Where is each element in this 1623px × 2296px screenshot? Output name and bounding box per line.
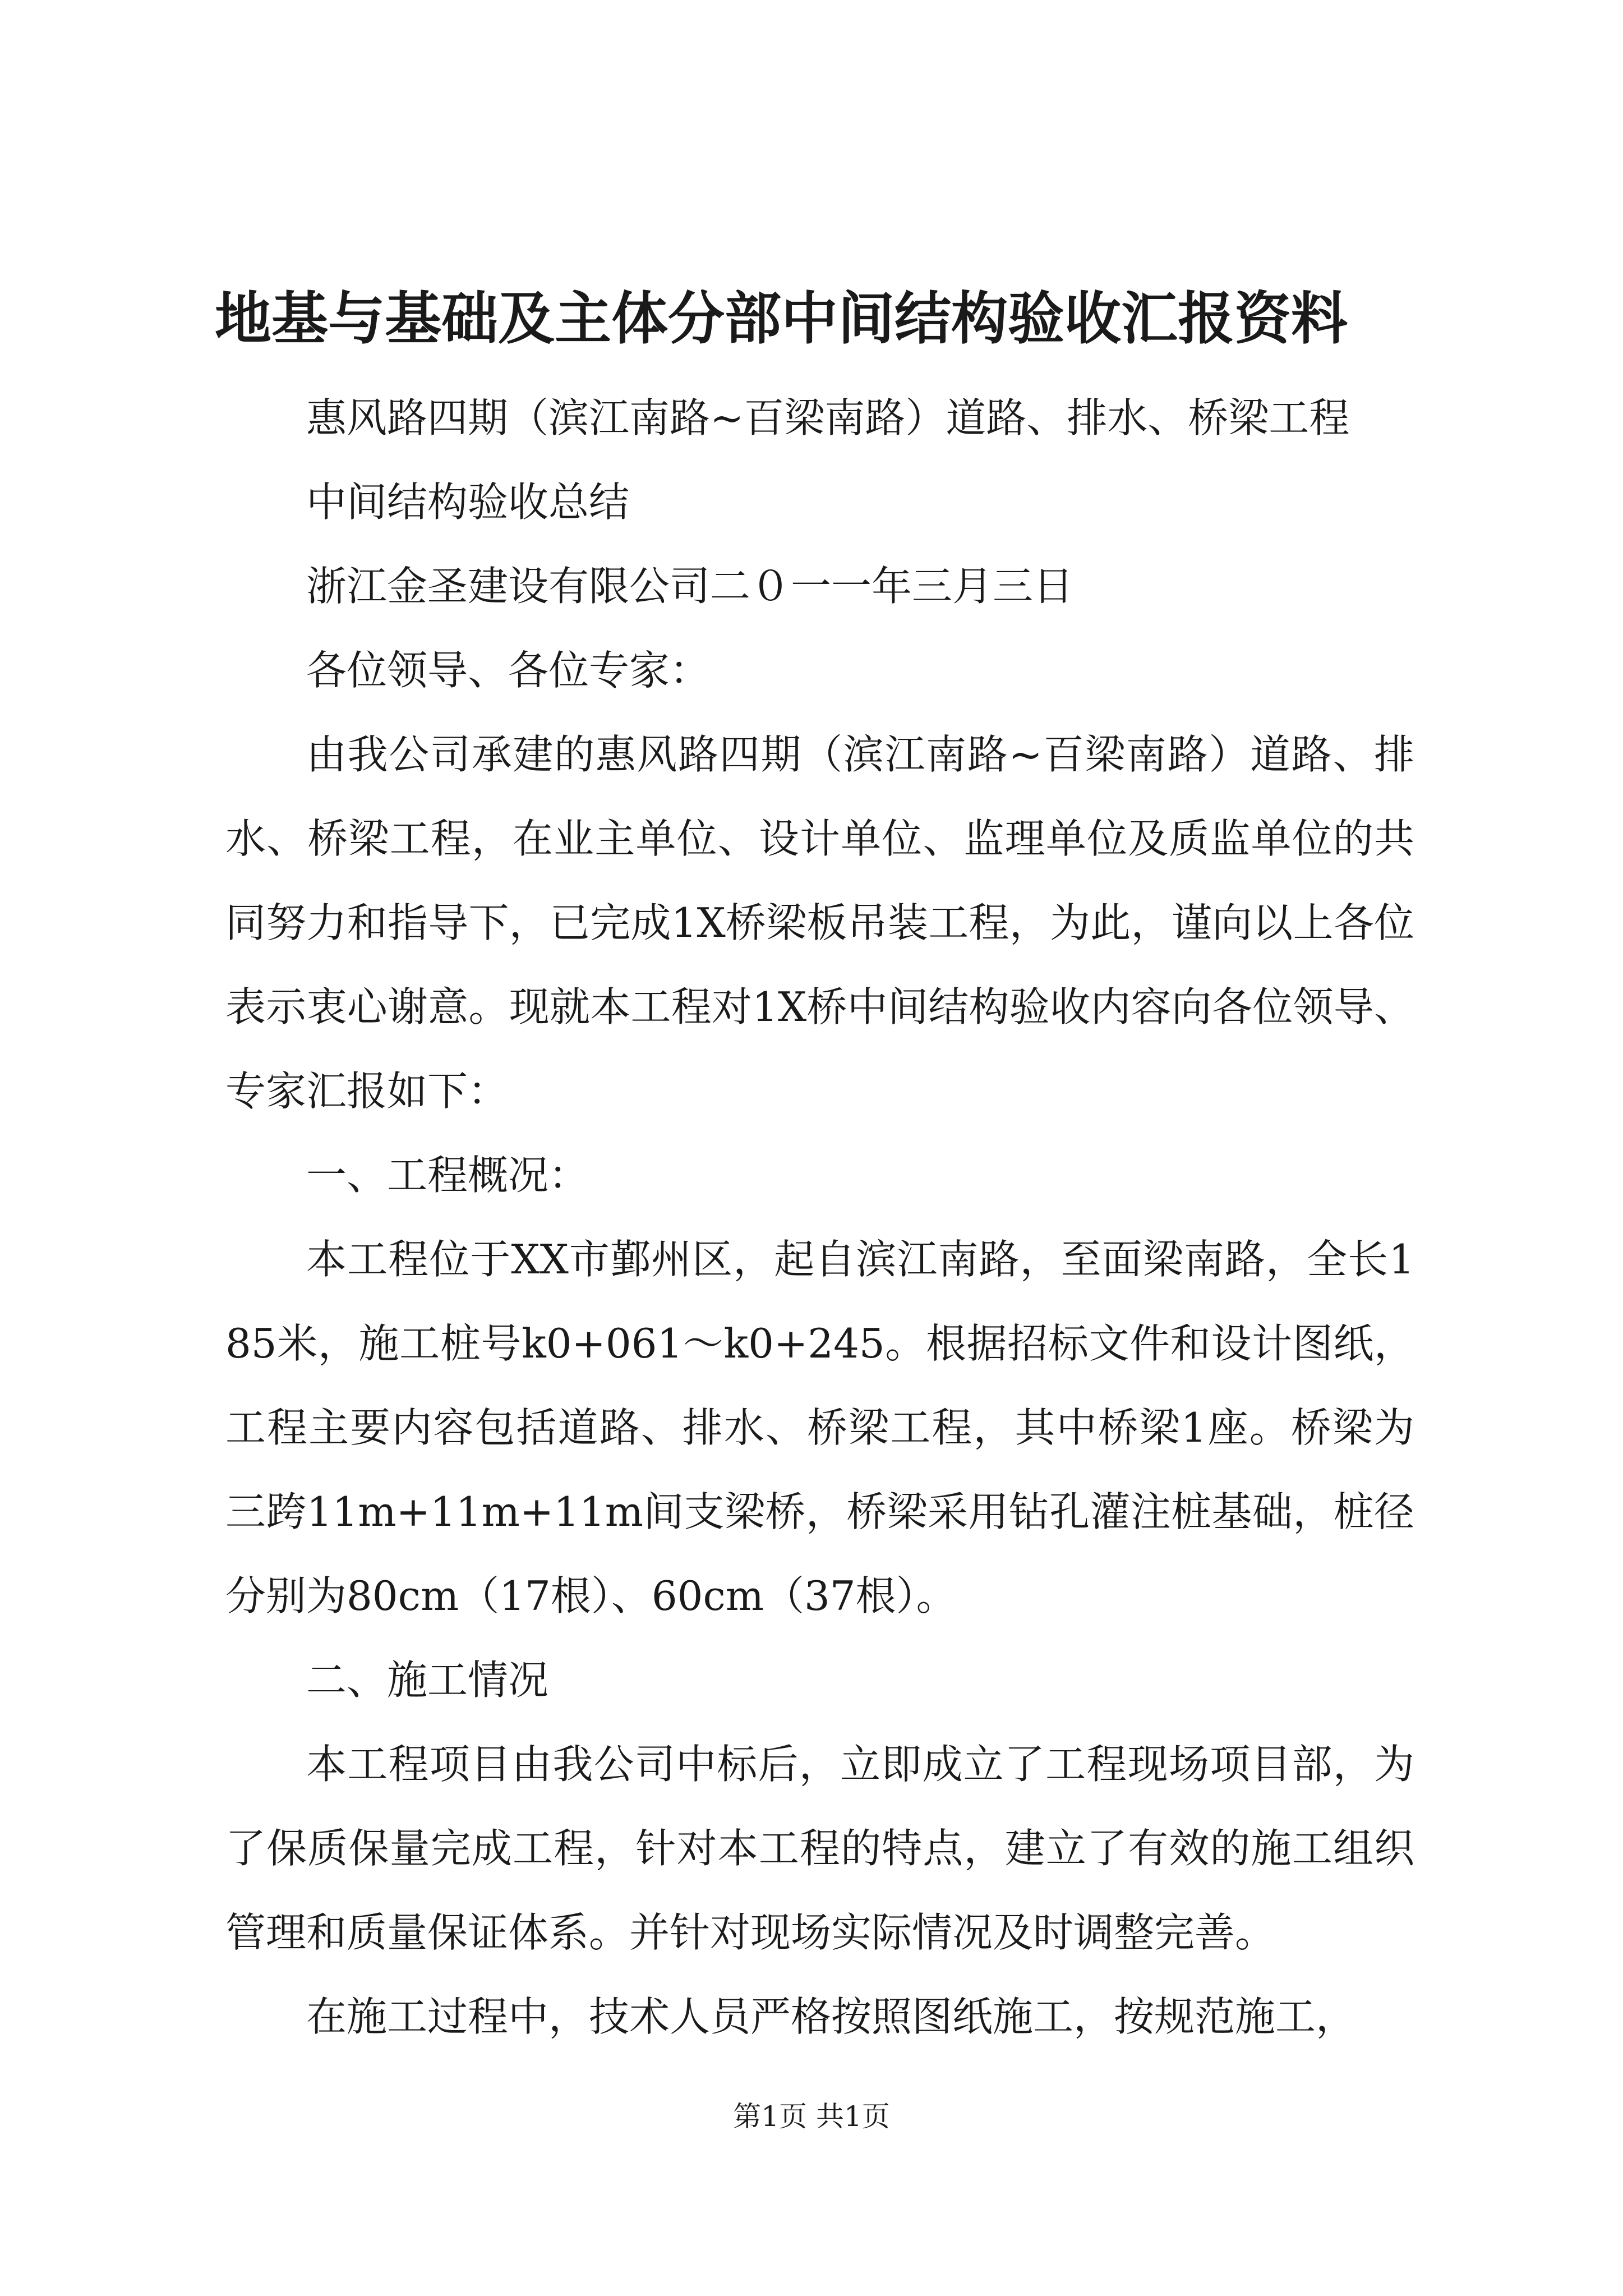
- document-body: [225, 376, 1414, 2059]
- page-number-footer: 第1页 共1页: [733, 2100, 890, 2133]
- section-heading-construction: 二、施工情况: [306, 1657, 549, 1704]
- construction-paragraph: 本工程项目由我公司中标后，立即成立了工程现场项目部，为了保质保量完成工程，针对本工程的特点，建立了有效的施工组织管理和质量保证体系。并针对现场实际情况及时调整完善。: [225, 1741, 1414, 1956]
- project-name-line: 惠风路四期（滨江南路~百梁南路）道路、排水、桥梁工程: [306, 394, 1350, 441]
- company-date-line: 浙江金圣建设有限公司二０一一年三月三日: [306, 563, 1074, 610]
- intro-paragraph: 由我公司承建的惠风路四期（滨江南路~百梁南路）道路、排水、桥梁工程，在业主单位、设计单位、监理单位及质监单位的共同努力和指导下，已完成1X桥梁板吊装工程，为此，谨向以上各位表示衷心谢意。现就本工程对1X桥中间结构验收内容向各位领导、专家汇报如下：: [225, 731, 1414, 1115]
- section-heading-overview: 一、工程概况：: [306, 1152, 589, 1199]
- salutation: 各位领导、各位专家：: [306, 647, 711, 694]
- process-paragraph: 在施工过程中，技术人员严格按照图纸施工，按规范施工，: [306, 1993, 1357, 2040]
- report-subtitle-line: 中间结构验收总结: [306, 478, 630, 526]
- document-title: 地基与基础及主体分部中间结构验收汇报资料: [215, 285, 1348, 352]
- overview-paragraph: 本工程位于XX市鄞州区，起自滨江南路，至面梁南路，全长185米，施工桩号k0+061～k0+245。根据招标文件和设计图纸，工程主要内容包括道路、排水、桥梁工程，其中桥梁1座。桥梁为三跨11m+11m+11m间支梁桥，桥梁采用钻孔灌注桩基础，桩径分别为80cm（17根）、60cm（37根）。: [225, 1236, 1414, 1619]
